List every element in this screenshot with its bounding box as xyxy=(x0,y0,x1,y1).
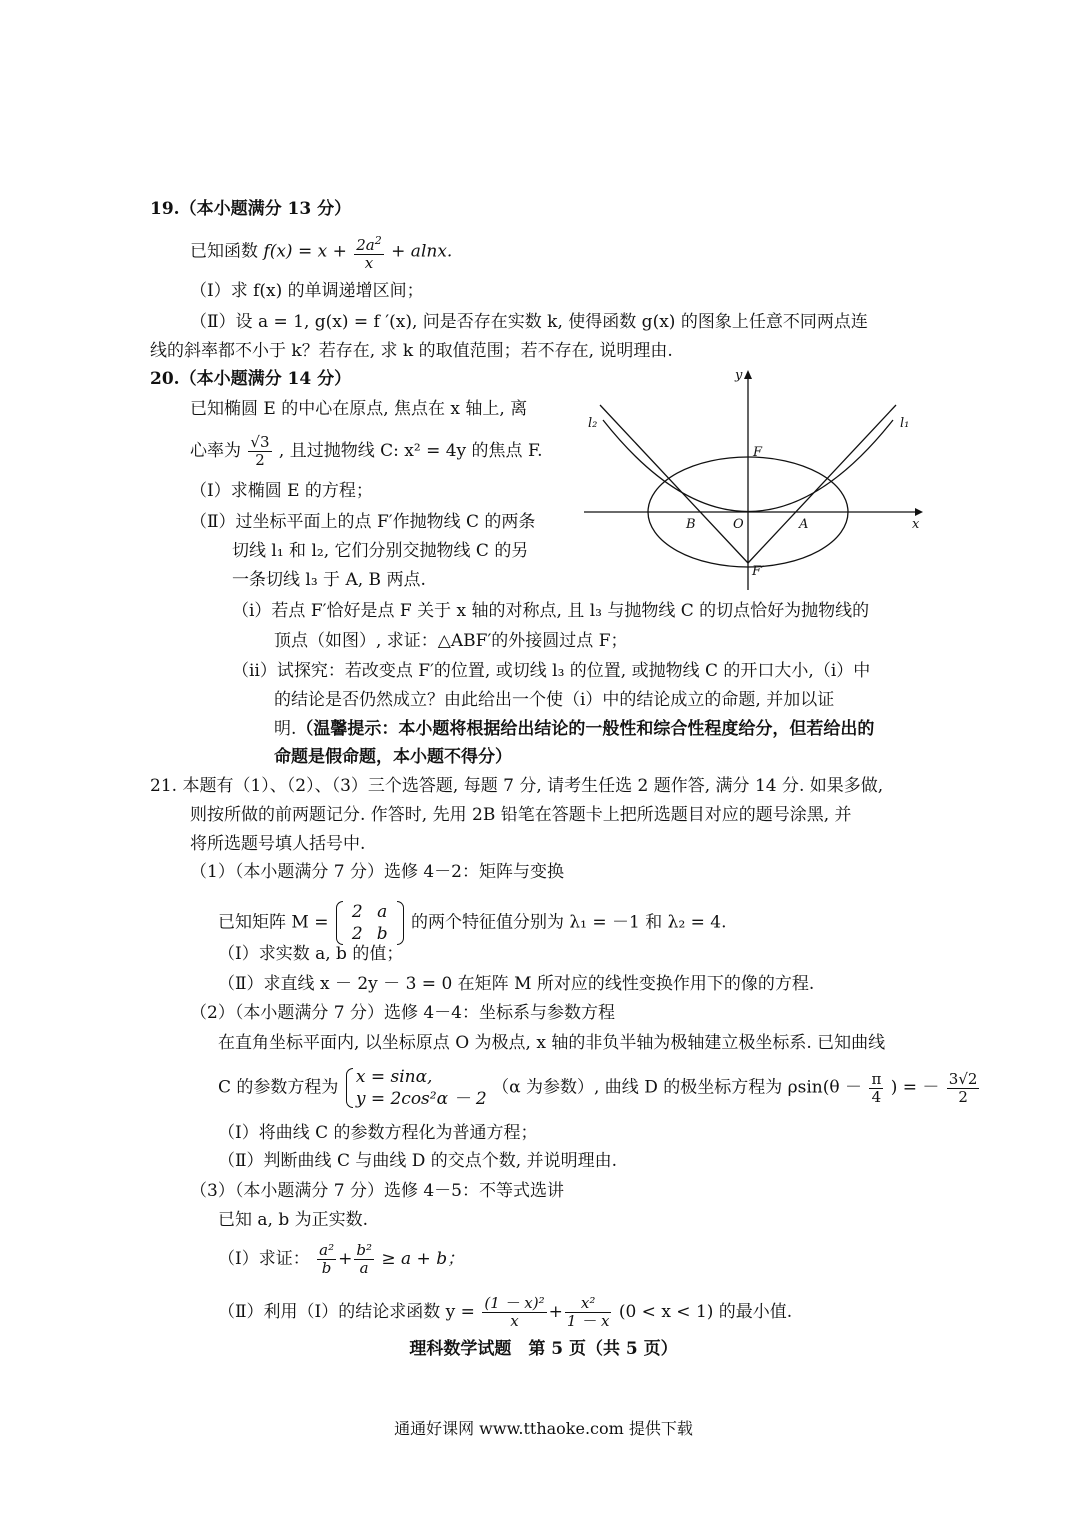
tangent-l1 xyxy=(748,405,896,563)
q21-s1-stem xyxy=(218,901,727,945)
q20-line2-pre: 心率为 xyxy=(190,441,241,461)
matrix-m xyxy=(336,901,404,945)
param-eq-x: x = sinα, xyxy=(355,1067,433,1087)
pi-over-four: $\frac{\pi}{4}$ xyxy=(871,1069,882,1106)
q20-part2-line3: 一条切线 l₃ 于 A, B 两点. xyxy=(232,570,426,590)
q20-hint-line2: 命题是假命题，本小题不得分） xyxy=(274,747,512,767)
q20-sub1-line1: （ⅰ）若点 F′恰好是点 F 关于 x 轴的对称点, 且 l₃ 与抛物线 C 的切点恰好为抛物线的 xyxy=(232,601,870,621)
tangent-l2 xyxy=(600,405,748,563)
label-y: y xyxy=(735,368,743,383)
q20-line2-post: , 且过抛物线 C: x² = 4y 的焦点 F. xyxy=(278,441,543,461)
q19-part1: （Ⅰ）求 f(x) 的单调递增区间； xyxy=(190,281,424,301)
frac-b2-a: $\frac{\text{b²}}{a}$ xyxy=(356,1241,372,1277)
q21-s1-part2: （Ⅱ）求直线 x － 2y － 3 = 0 在矩阵 M 所对应的线性变换作用下的像的方程. xyxy=(218,974,815,994)
q19-stem-text: 已知函数 xyxy=(190,241,258,262)
q21-s2-part2: （Ⅱ）判断曲线 C 与曲线 D 的交点个数, 并说明理由. xyxy=(218,1151,618,1171)
rhs-fraction: $\frac{3√2}{2}$ xyxy=(948,1069,978,1106)
page-footer: 理科数学试题 第 5 页（共 5 页） xyxy=(409,1339,678,1359)
q20-part1: （Ⅰ）求椭圆 E 的方程； xyxy=(190,481,373,501)
label-x: x xyxy=(912,517,920,532)
q19-heading: 19.（本小题满分 13 分） xyxy=(150,199,352,219)
q20-sub2-line1: （ⅱ）试探究：若改变点 F′的位置, 或切线 l₃ 的位置, 或抛物线 C 的开口大小,（ⅰ）中 xyxy=(232,661,871,681)
q19-part2-line2: 线的斜率都不小于 k？若存在, 求 k 的取值范围；若不存在, 说明理由. xyxy=(150,341,673,361)
q19-fraction: $\frac{2a^2}{x}$ xyxy=(356,234,382,272)
q20-sub2-line3 xyxy=(274,718,874,740)
q20-line2 xyxy=(190,434,543,469)
q21-s3-part2-post: (0 < x < 1) 的最小值. xyxy=(618,1302,793,1322)
q21-s1-stem-post: 的两个特征值分别为 λ₁ = －1 和 λ₂ = 4. xyxy=(411,912,727,933)
q21-s3-part2-pre: （Ⅱ）利用（Ⅰ）的结论求函数 y = xyxy=(218,1302,475,1322)
label-b: B xyxy=(686,517,696,532)
q20-figure xyxy=(580,365,940,600)
frac-a2-b: $\frac{\text{a²}}{b}$ xyxy=(319,1241,335,1277)
q19-stem xyxy=(190,232,452,272)
q21-s3-line1: 已知 a, b 为正实数. xyxy=(218,1210,369,1230)
q21-s3-part1-pre: （Ⅰ）求证： xyxy=(218,1249,310,1269)
q21-s1-part1: （Ⅰ）求实数 a, b 的值； xyxy=(218,944,404,964)
label-f-prime: F′ xyxy=(752,564,764,579)
q19-part2-line1: （Ⅱ）设 a = 1, g(x) = f ′(x), 问是否存在实数 k, 使得函数 g(x) 的图象上任意不同两点连 xyxy=(190,312,868,332)
q21-line3: 将所选题号填人括号中. xyxy=(190,834,366,854)
label-l2: l₂ xyxy=(588,416,598,431)
q21-s3-heading: （3）（本小题满分 7 分）选修 4－5：不等式选讲 xyxy=(190,1181,564,1201)
q20-sub2-line2: 的结论是否仍然成立？由此给出一个使（ⅰ）中的结论成立的命题, 并加以证 xyxy=(274,690,835,710)
q20-part2-line1: （Ⅱ）过坐标平面上的点 F′作抛物线 C 的两条 xyxy=(190,512,536,532)
q20-sub1-line2: 顶点（如图）, 求证：△ABF′的外接圆过点 F； xyxy=(274,631,628,651)
frac-1mx2-x: $\frac{\text{(1 － x)²}}{x}$ xyxy=(484,1294,545,1330)
q21-s3-part1-post: ≥ a + b； xyxy=(381,1249,465,1269)
q21-line2: 则按所做的前两题记分. 作答时, 先用 2B 铅笔在答题卡上把所选题目对应的题号涂黑, 并 xyxy=(190,805,852,825)
frac-x2-1mx: $\frac{\text{x²}}{1 - x}$ xyxy=(566,1294,610,1330)
q21-s2-line2-eq: ) = － xyxy=(890,1077,940,1098)
q21-s1-heading: （1）（本小题满分 7 分）选修 4－2：矩阵与变换 xyxy=(190,862,564,882)
q20-sub2-line3-pre: 明. xyxy=(274,719,297,739)
param-eq-y: y = 2cos²α － 2 xyxy=(355,1089,487,1109)
q20-part2-line2: 切线 l₁ 和 l₂, 它们分别交抛物线 C 的另 xyxy=(232,541,529,561)
matrix-cell: b xyxy=(376,924,388,944)
q21-s2-line2-mid: （α 为参数）, 曲线 D 的极坐标方程为 ρsin(θ － xyxy=(492,1077,863,1098)
q20-heading: 20.（本小题满分 14 分） xyxy=(150,369,352,389)
q21-s3-part2: （Ⅱ）利用（Ⅰ）的结论求函数 y = $\frac{\text{(1 － x)²}}{x}$ + $\frac{\text{x²}}{1 - x}$ (0 < x < 1) 的最小值. xyxy=(218,1294,793,1330)
q19-function: f(x) = x + xyxy=(263,241,347,262)
y-axis-arrow-icon xyxy=(744,370,752,379)
q19-function-tail: + alnx. xyxy=(391,241,453,262)
q21-line1: 21. 本题有（1）、（2）、（3）三个选答题, 每题 7 分, 请考生任选 2 题作答, 满分 14 分. 如果多做, xyxy=(150,776,884,796)
q20-eccentricity: $\frac{√3}{2}$ xyxy=(250,433,270,469)
q20-line1: 已知椭圆 E 的中心在原点, 焦点在 x 轴上, 离 xyxy=(190,399,528,419)
matrix-cell: a xyxy=(377,902,388,922)
q21-s2-line2 xyxy=(218,1066,981,1110)
parametric-equations xyxy=(344,1066,487,1110)
x-axis-arrow-icon xyxy=(915,508,923,516)
label-l1: l₁ xyxy=(900,416,910,431)
matrix-cell: 2 xyxy=(351,902,363,922)
q21-s3-part1: （Ⅰ）求证： $\frac{\text{a²}}{b}$ + $\frac{\text{b²}}{a}$ ≥ a + b； xyxy=(218,1241,465,1277)
matrix-cell: 2 xyxy=(351,924,363,944)
q21-s1-stem-pre: 已知矩阵 M = xyxy=(218,912,329,933)
label-f: F xyxy=(753,445,763,460)
q21-s2-line2-pre: C 的参数方程为 xyxy=(218,1077,339,1098)
q21-s2-line1: 在直角坐标平面内, 以坐标原点 O 为极点, x 轴的非负半轴为极轴建立极坐标系. 已知曲线 xyxy=(218,1033,886,1053)
download-watermark: 通通好课网 www.tthaoke.com 提供下载 xyxy=(394,1419,693,1438)
q21-s2-part1: （Ⅰ）将曲线 C 的参数方程化为普通方程； xyxy=(218,1123,538,1143)
q20-hint-line1: （温馨提示：本小题将根据给出结论的一般性和综合性程度给分，但若给出的 xyxy=(296,719,875,739)
label-o: O xyxy=(733,517,744,532)
label-a: A xyxy=(799,517,809,532)
q21-s2-heading: （2）（本小题满分 7 分）选修 4－4：坐标系与参数方程 xyxy=(190,1003,615,1023)
